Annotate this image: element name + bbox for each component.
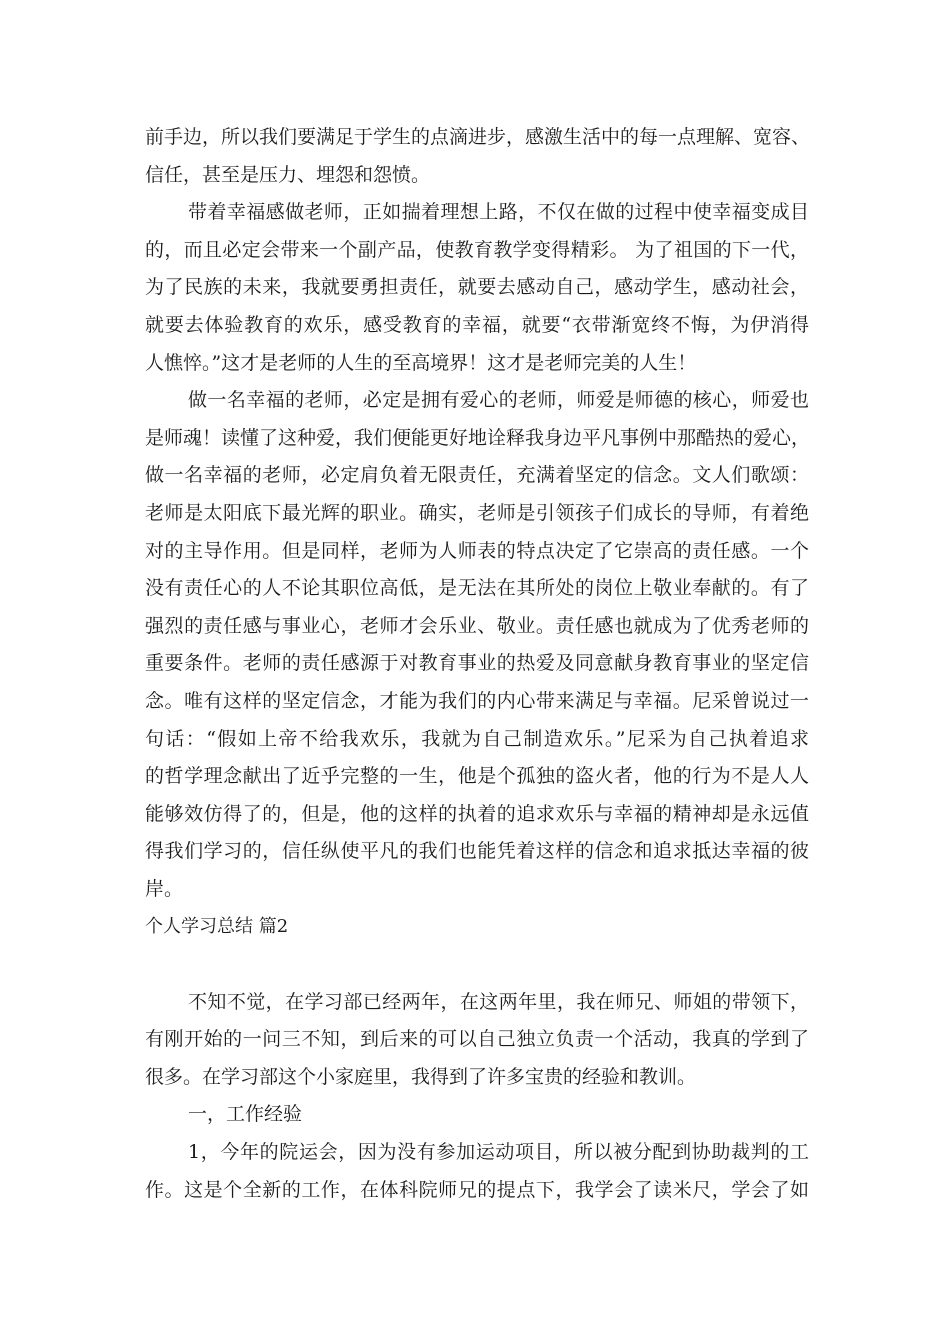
- text-line: 没有责任心的人不论其职位高低，是无法在其所处的岗位上敬业奉献的。有了: [145, 577, 809, 600]
- text-line: 岸。: [145, 877, 184, 900]
- text-line: 句话：“假如上帝不给我欢乐，我就为自己制造欢乐。”尼采为自己执着追求: [145, 727, 809, 750]
- text-line: 的哲学理念献出了近乎完整的一生，他是个孤独的盗火者，他的行为不是人人: [145, 765, 809, 788]
- text-line: 强烈的责任感与事业心，老师才会乐业、敬业。责任感也就成为了优秀老师的: [145, 614, 809, 637]
- text-line: 能够效仿得了的，但是，他的这样的执着的追求欢乐与幸福的精神却是永远值: [145, 802, 809, 825]
- paragraph-5: [145, 1134, 809, 1209]
- text-line: 信任，甚至是压力、埋怨和怨愤。: [145, 163, 431, 186]
- text-line: 为了民族的未来，我就要勇担责任，就要去感动自己，感动学生，感动社会，: [145, 276, 809, 299]
- text-line: 得我们学习的，信任纵使平凡的我们也能凭着这样的信念和追求抵达幸福的彼: [145, 840, 809, 863]
- document-page: [145, 119, 809, 1209]
- paragraph-2: [145, 194, 809, 382]
- subheading: 一，工作经验: [188, 1103, 303, 1126]
- text-line: 人憔悴。”这才是老师的人生的至高境界！这才是老师完美的人生！: [145, 351, 697, 374]
- text-line: 做一名幸福的老师，必定是拥有爱心的老师，师爱是师德的核心，师爱也: [188, 389, 809, 412]
- text-line: 的，而且必定会带来一个副产品，使教育教学变得精彩。 为了祖国的下一代，: [145, 238, 809, 261]
- text-line: 作。这是个全新的工作，在体科院师兄的提点下，我学会了读米尺，学会了如: [145, 1178, 809, 1201]
- text-line: 前手边，所以我们要满足于学生的点滴进步，感激生活中的每一点理解、宽容、: [145, 126, 811, 148]
- text-line: 很多。在学习部这个小家庭里，我得到了许多宝贵的经验和教训。: [145, 1065, 697, 1088]
- paragraph-1: [145, 119, 809, 194]
- text-line: 就要去体验教育的欢乐，感受教育的幸福，就要“衣带渐宽终不悔，为伊消得: [145, 313, 809, 336]
- text-line: 对的主导作用。但是同样，老师为人师表的特点决定了它崇高的责任感。一个: [145, 539, 809, 562]
- paragraph-4: [145, 984, 809, 1097]
- text-line: 有刚开始的一问三不知，到后来的可以自己独立负责一个活动，我真的学到了: [145, 1028, 809, 1051]
- text-line: 不知不觉，在学习部已经两年，在这两年里，我在师兄、师姐的带领下，: [188, 990, 809, 1013]
- text-line: 做一名幸福的老师，必定肩负着无限责任，充满着坚定的信念。文人们歌颂：: [145, 464, 809, 487]
- paragraph-3: [145, 382, 809, 908]
- text-line: 念。唯有这样的坚定信念，才能为我们的内心带来满足与幸福。尼采曾说过一: [145, 689, 809, 712]
- section-title: 个人学习总结 篇2: [145, 916, 289, 938]
- text-line: 带着幸福感做老师，正如揣着理想上路，不仅在做的过程中使幸福变成目: [188, 201, 809, 224]
- text-line: 是师魂！读懂了这种爱，我们便能更好地诠释我身边平凡事例中那酷热的爱心，: [145, 426, 811, 449]
- text-line: 1，今年的院运会，因为没有参加运动项目，所以被分配到协助裁判的工: [188, 1141, 809, 1164]
- text-line: 老师是太阳底下最光辉的职业。确实，老师是引领孩子们成长的导师，有着绝: [145, 501, 809, 524]
- blank-line: [145, 946, 809, 984]
- text-line: 重要条件。老师的责任感源于对教育事业的热爱及同意献身教育事业的坚定信: [145, 652, 809, 675]
